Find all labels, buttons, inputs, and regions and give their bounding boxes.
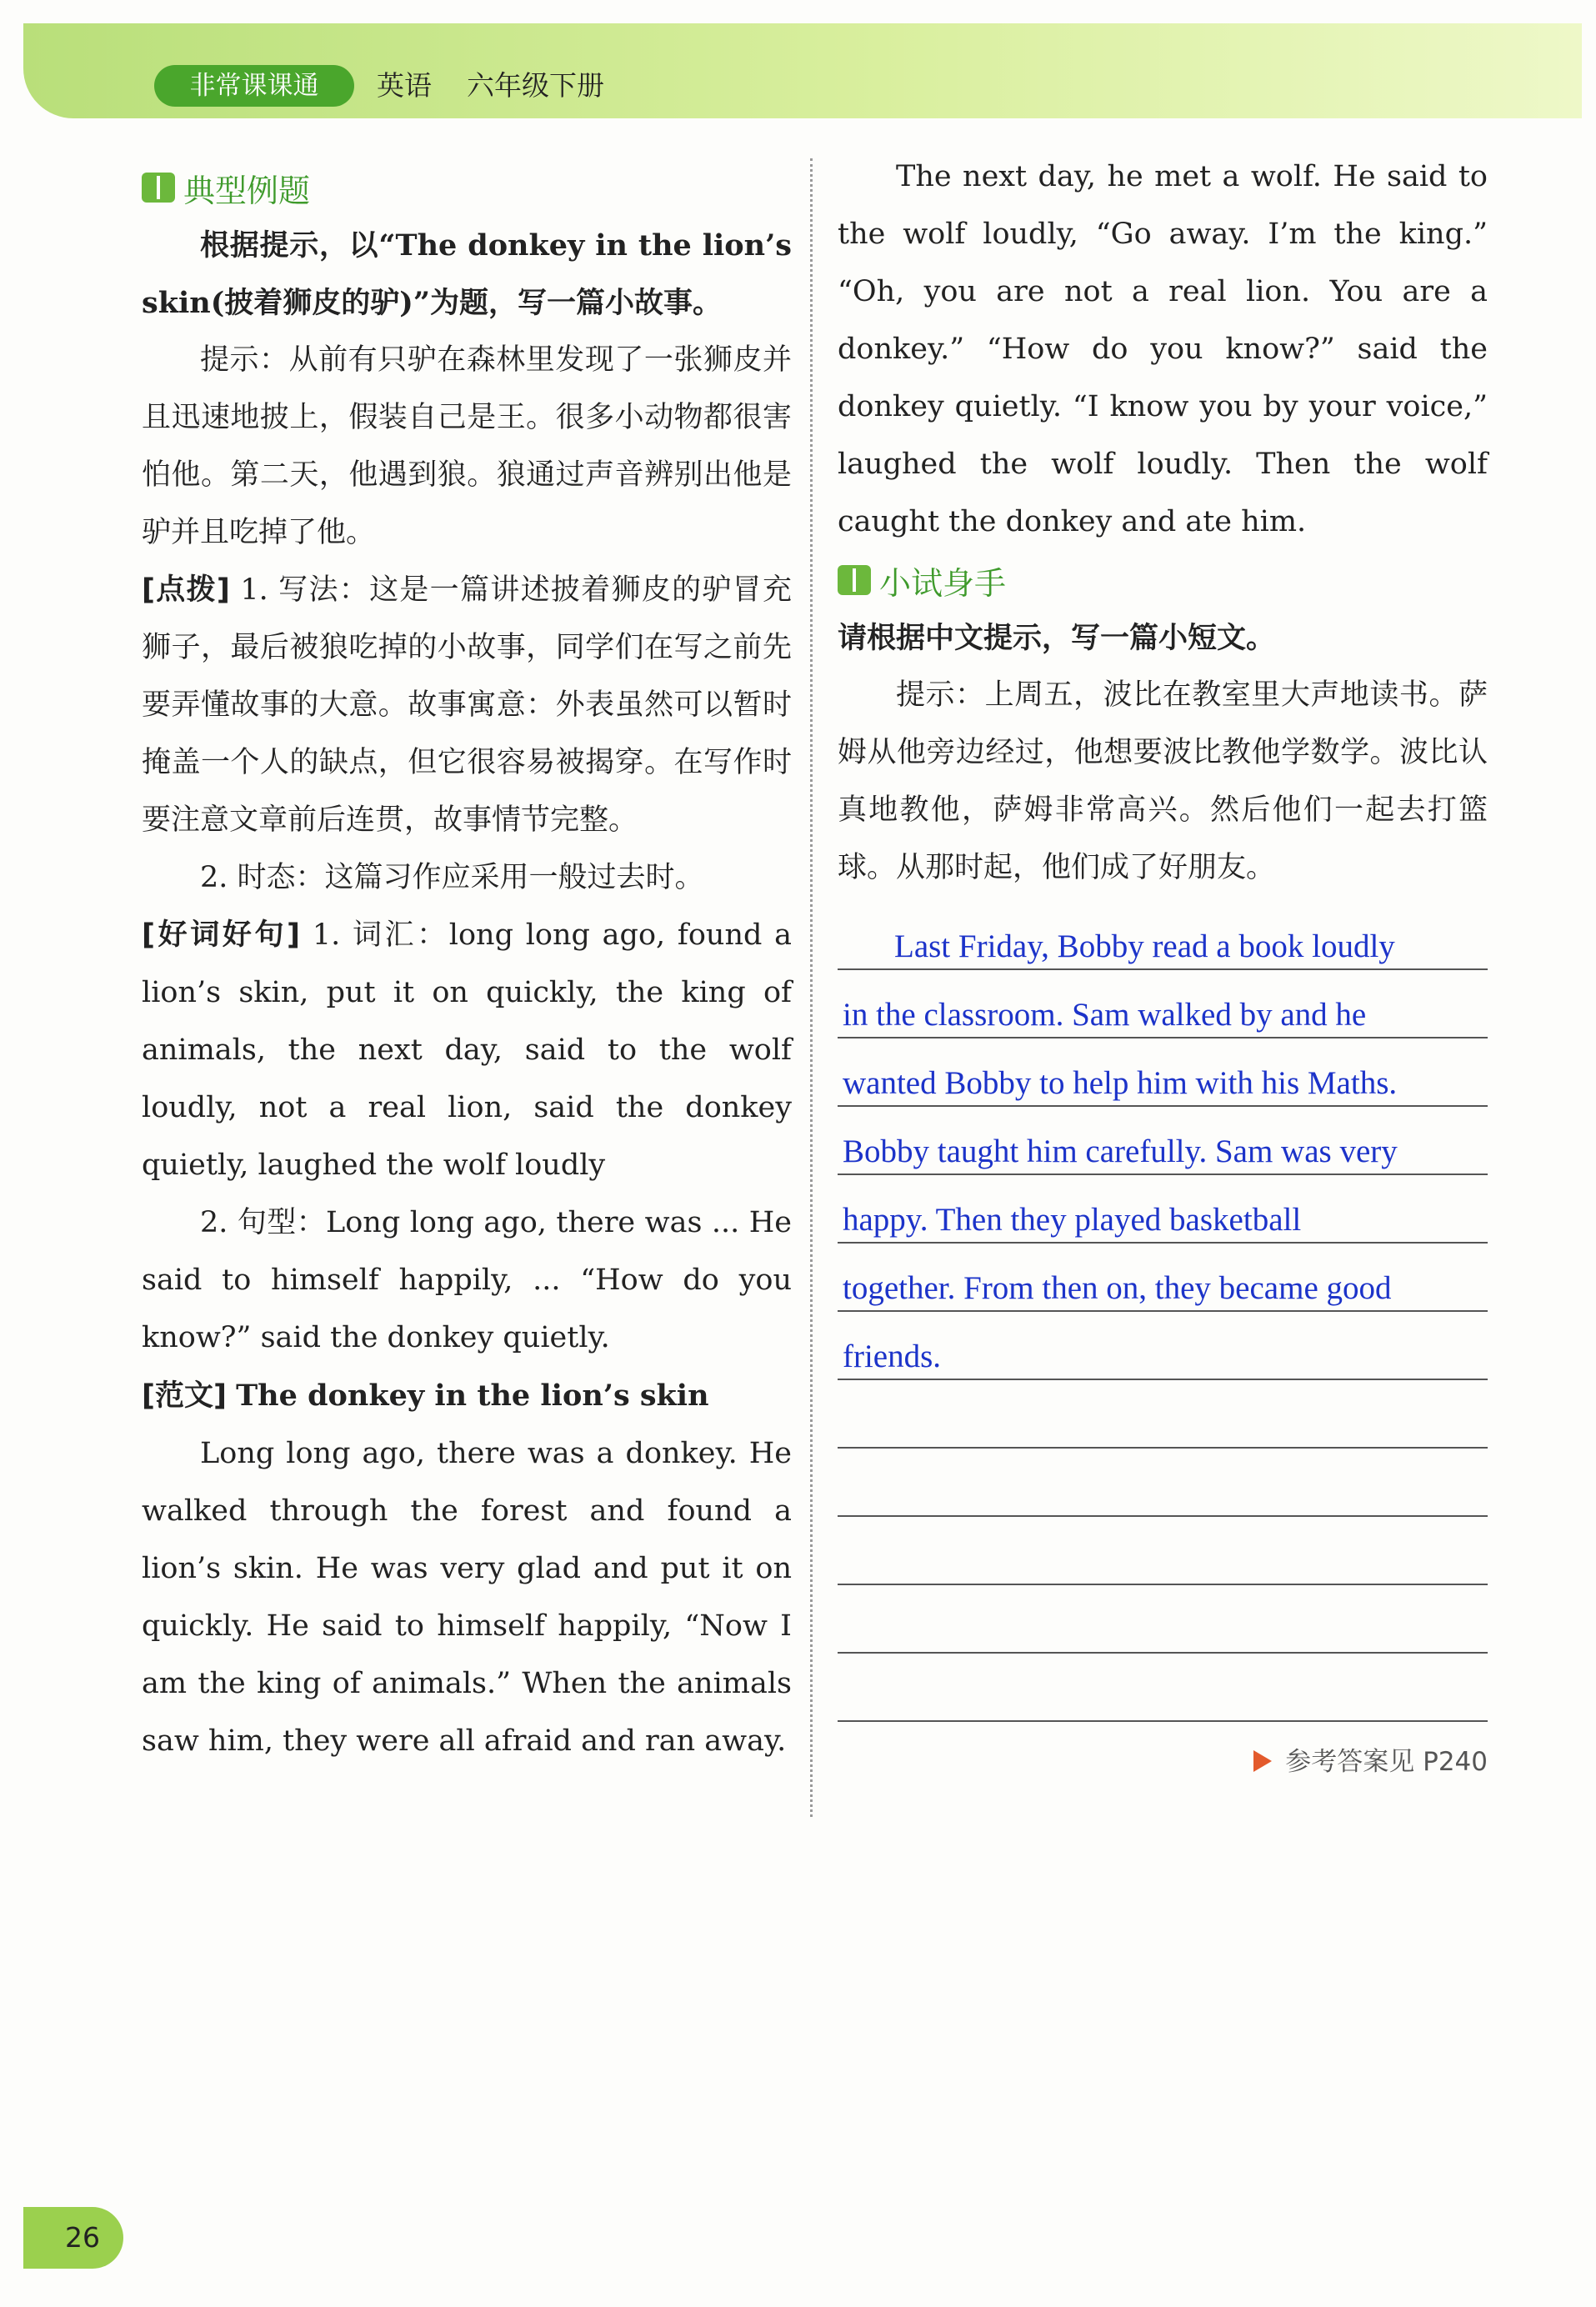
tip-tag: [点拨] [142,573,230,607]
tip-2: 2. 时态：这篇习作应采用一般过去时。 [200,861,704,894]
answer-line [838,1585,1488,1654]
answer-line [838,1654,1488,1722]
writing-task: 根据提示，以“The donkey in the lion’s skin(披着狮皮的驴)”为题，写一篇小故事。 [142,228,792,320]
model-tag: [范文] [142,1379,227,1413]
model-heading [142,1367,792,1425]
page-number: 26 [23,2207,123,2269]
section-title: 小试身手 [879,564,1007,602]
story-hint: 提示：从前有只驴在森林里发现了一张狮皮并且迅速地披上，假装自己是王。很多小动物都很害怕他。第二天，他遇到狼。狼通过声音辨别出他是驴并且吃掉了他。 [142,343,792,549]
practice-hint: 提示：上周五，波比在教室里大声地读书。萨姆从他旁边经过，他想要波比教他学数学。波比认真地教他，萨姆非常高兴。然后他们一起去打篮球。从那时起，他们成了好朋友。 [838,678,1488,884]
example-section-heading [142,158,792,217]
subject-label: 英语 [377,69,432,102]
tip-block [142,562,792,849]
words-2: 2. 句型：Long long ago, there was ... He said to himself happily, ... “How do you know?” said the donkey quietly. [142,1206,792,1354]
model-paragraph-2: The next day, he met a wolf. He said to the wolf loudly, “Go away. I’m the king.” “Oh, you are not a real lion. You are a donkey.” “How do you know?” said the donkey quietly. “I know you by your voice,” laughed the wolf loudly. Then the wolf caught the donkey and ate him. [838,160,1488,538]
answer-lines [838,902,1488,1722]
model-paragraph-1: Long long ago, there was a donkey. He walked through the forest and found a lion’s skin. He was very glad and put it on quickly. He said to himself happily, “Now I am the king of animals.” When the animals saw him, they were all afraid and ran away. [142,1437,792,1758]
book-icon [838,565,871,595]
answer-line: happy. Then they played basketball [838,1175,1488,1244]
practice-task: 请根据中文提示，写一篇小短文。 [838,621,1276,655]
series-badge: 非常课课通 [154,65,354,107]
tip-1: 1. 写法：这是一篇讲述披着狮皮的驴冒充狮子，最后被狼吃掉的小故事，同学们在写之前先要弄懂故事的大意。故事寓意：外表虽然可以暂时掩盖一个人的缺点，但它很容易被揭穿。在写作时要注意文章前后连贯，故事情节完整。 [142,573,792,837]
answer-line: in the classroom. Sam walked by and he [838,970,1488,1038]
section-title: 典型例题 [183,172,311,209]
left-column [142,158,792,1770]
words-tag: [好词好句] [142,918,301,952]
practice-section-heading [838,551,1488,609]
answer-line: together. From then on, they became good [838,1244,1488,1312]
column-divider [810,158,813,1817]
model-title: The donkey in the lion’s skin [236,1379,709,1413]
answer-line: Bobby taught him carefully. Sam was very [838,1107,1488,1175]
answer-line [838,1380,1488,1449]
reference-text: 参考答案见 P240 [1285,1747,1488,1777]
arrow-right-icon [1253,1750,1272,1772]
grade-label: 六年级下册 [467,69,604,102]
answer-reference [838,1740,1488,1778]
words-1: 1. 词汇：long long ago, found a lion’s skin, put it on quickly, the king of animals, the next day, said to the wolf loudly, not a real lion, said the donkey quietly, laughed the wolf loudly [142,918,792,1182]
answer-line [838,1449,1488,1517]
answer-line: wanted Bobby to help him with his Maths. [838,1038,1488,1107]
answer-line: Last Friday, Bobby read a book loudly [838,902,1488,970]
book-icon [142,173,175,203]
answer-line [838,1517,1488,1585]
right-column [838,148,1488,1778]
words-block [142,907,792,1194]
answer-line: friends. [838,1312,1488,1380]
